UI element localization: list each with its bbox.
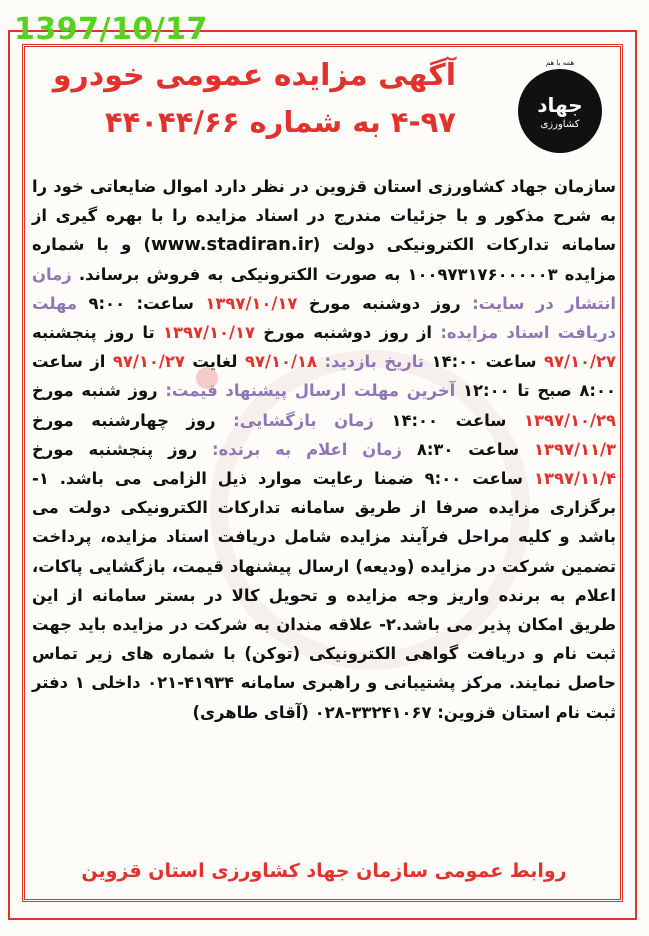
jahad-logo [510,55,610,155]
bid-deadline-date: ۱۳۹۷/۱۰/۲۹ [524,410,617,430]
visit-hours: از ساعت ۸:۰۰ صبح تا ۱۲:۰۰ [32,352,616,401]
notice-number: ۴-۹۷ به شماره ۴۴۰۴۴/۶۶ [104,105,456,139]
documents-start-date: ۱۳۹۷/۱۰/۱۷ [162,323,255,343]
winner-announce-date: ۱۳۹۷/۱۱/۴ [533,469,616,489]
visit-start-date: ۹۷/۱۰/۱۸ [244,352,325,372]
documents-end-hour: ساعت ۱۴:۰۰ [424,352,544,372]
opening-hour: ساعت ۸:۳۰ [401,439,534,459]
publish-time-value: روز دوشنبه مورخ [297,293,473,313]
body-conditions: ضمنا رعایت موارد ذیل الزامی می باشد. ۱- برگزاری مزایده صرفا از طریق سامانه تدارکات الکترونیکی دولت می باشد و کلیه مراحل فرآیند مزایده شامل دریافت اسناد مزایده، پرداخت تضمین شرکت در مزایده (ودیعه) ارسال پیشنهاد قیمت، بازگشایی پاکات، اعلام به برنده واریز وجه مزایده و تحویل کالا در بستر سامانه از این طریق امکان پذیر می باشد.۲- علاقه مندان به شرکت در مزایده باید جهت ثبت نام و دریافت گواهی الکترونیکی (توکن) با شماره های زیر تماس حاصل نمایند. مرکز پشتیبانی و راهبری سامانه ۴۱۹۳۴-۰۲۱ داخلی ۱ دفتر ثبت نام استان قزوین: ۳۳۲۴۱۰۶۷-۰۲۸ (آقای طاهری) [32,469,617,722]
visit-date-label: تاریخ بازدید: [324,352,425,372]
documents-deadline-mid: تا روز پنجشنبه [32,323,163,343]
logo-main-text: جهاد [537,92,583,117]
visit-end-date: ۹۷/۱۰/۲۷ [112,352,185,372]
notice-body [32,172,616,727]
bid-deadline-value: روز شنبه مورخ [32,381,166,401]
documents-end-date: ۹۷/۱۰/۲۷ [544,352,616,372]
winner-announce-hour: ساعت ۹:۰۰ [413,469,534,489]
documents-deadline-label: مهلت دریافت اسناد مزایده: [32,293,616,343]
date-stamp: 1397/10/17 [14,12,208,47]
documents-deadline-value: از روز دوشنبه مورخ [254,323,441,343]
opening-time-label: زمان بازگشایی: [233,410,374,430]
logo-top-text: همه با هم [545,59,575,67]
winner-announce-label: زمان اعلام به برنده: [212,439,402,459]
visit-mid: لغایت [184,352,245,372]
body-intro: سازمان جهاد کشاورزی استان قزوین در نظر دارد اموال ضایعاتی خود را به شرح مذکور و با جزئیات مندرج در اسناد مزایده را با بهره گیری از سامانه تدارکات الکترونیکی دولت ( [32,177,617,255]
body-auction-number: ) و با شماره مزایده ۱۰۰۹۷۳۱۷۶۰۰۰۰۰۳ به صورت الکترونیکی به فروش برساند. [32,235,617,284]
logo-sub-text: کشاورزی [540,118,580,130]
winner-announce-value: روز پنجشنبه مورخ [32,439,213,459]
notice-footer: روابط عمومی سازمان جهاد کشاورزی استان قزوین [81,860,567,882]
bid-deadline-label: آخرین مهلت ارسال پیشنهاد قیمت: [165,381,456,401]
opening-date: ۱۳۹۷/۱۱/۳ [533,439,616,459]
publish-date: ۱۳۹۷/۱۰/۱۷ [205,293,298,313]
publish-time-label: زمان انتشار در سایت: [32,264,616,313]
logo-text [518,69,602,153]
notice-title: آگهی مزایده عمومی خودرو [52,58,456,93]
publish-hour: ساعت: ۹:۰۰ [77,293,206,313]
bid-deadline-hour: ساعت ۱۴:۰۰ [373,410,524,430]
opening-time-value: روز چهارشنبه مورخ [32,410,234,430]
website-link[interactable]: www.stadiran.ir [150,234,313,256]
notice-header [30,55,616,175]
